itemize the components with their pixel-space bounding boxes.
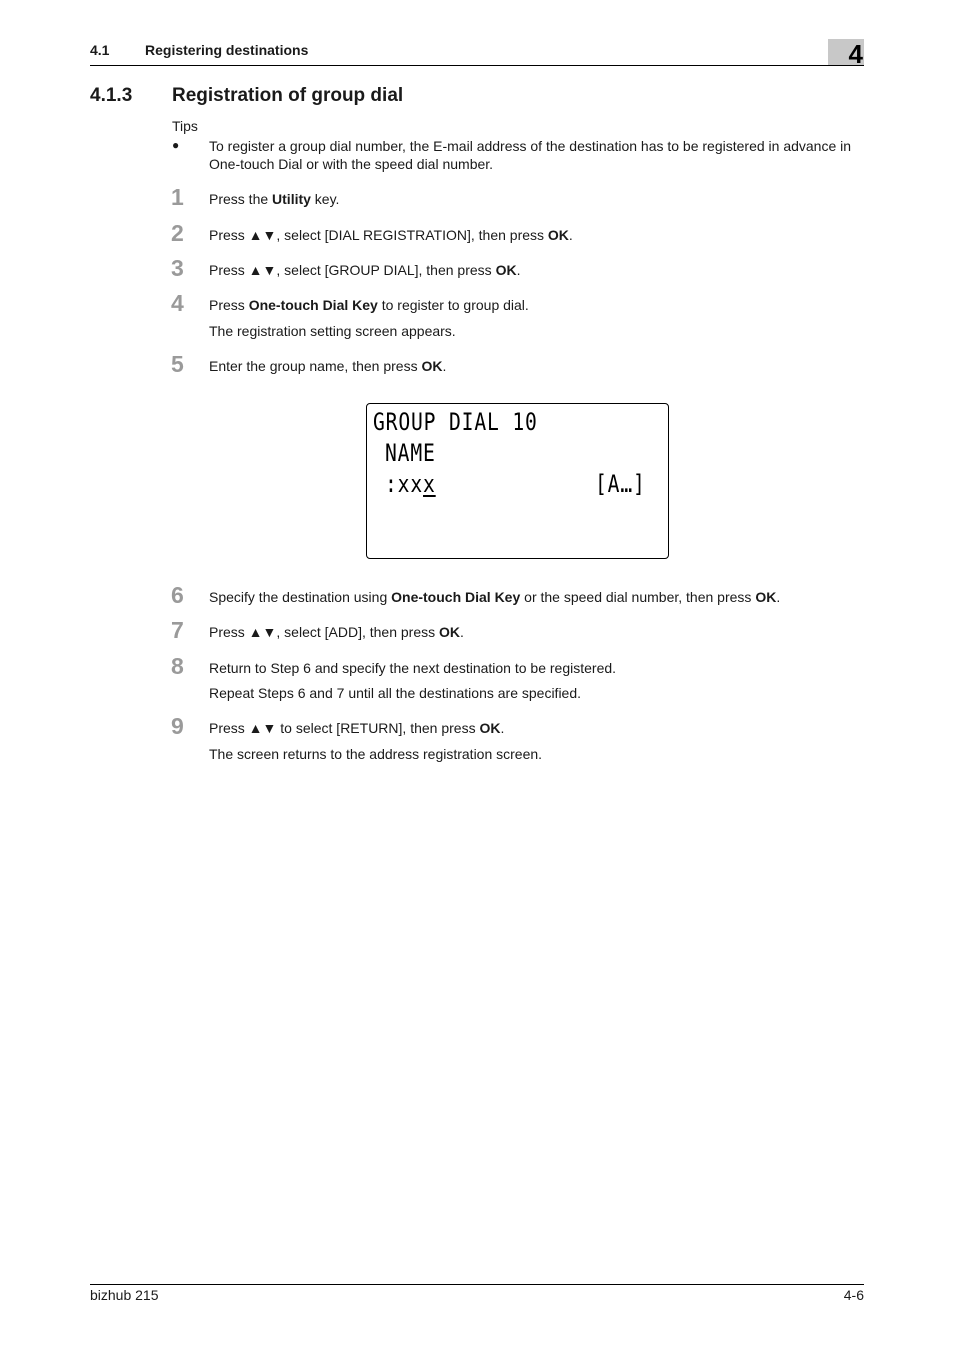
step-text: Return to Step 6 and specify the next destination to be registered. <box>209 660 617 676</box>
footer-page-number: 4-6 <box>843 1287 864 1303</box>
step-note: The registration setting screen appears. <box>209 323 456 339</box>
tip-text: To register a group dial number, the E-mail address of the destination has to be registered in advance in One-touch Dial or with the speed dial number. <box>209 138 852 172</box>
step-number: 7 <box>171 617 184 643</box>
step-text: Specify the destination using One-touch Dial Key or the speed dial number, then press OK. <box>209 589 781 605</box>
lcd-line-3: :xxx <box>385 470 436 498</box>
lcd-line-1: GROUP DIAL 10 <box>373 408 538 436</box>
step-text: Press ▲▼ to select [RETURN], then press OK. <box>209 720 505 736</box>
step-number: 5 <box>171 351 184 377</box>
step-text: Press the Utility key. <box>209 191 340 207</box>
step-text: Press One-touch Dial Key to register to group dial. <box>209 297 529 313</box>
step-number: 9 <box>171 713 184 739</box>
chapter-number: 4 <box>848 39 863 69</box>
step-number: 3 <box>171 255 184 281</box>
header-section-title: Registering destinations <box>145 42 309 58</box>
header-rule <box>90 65 864 66</box>
step-number: 2 <box>171 220 184 246</box>
step-number: 6 <box>171 582 184 608</box>
step-note: The screen returns to the address registration screen. <box>209 746 543 762</box>
lcd-cursor: x <box>423 470 436 498</box>
step-number: 1 <box>171 184 184 210</box>
footer-rule <box>90 1284 864 1285</box>
step-number: 4 <box>171 290 184 316</box>
step-number: 8 <box>171 653 184 679</box>
header-section-number: 4.1 <box>90 42 110 58</box>
step-note: Repeat Steps 6 and 7 until all the destinations are specified. <box>209 685 582 701</box>
step-text: Enter the group name, then press OK. <box>209 358 447 374</box>
step-text: Press ▲▼, select [ADD], then press OK. <box>209 624 464 640</box>
lcd-line-2: NAME <box>385 439 436 467</box>
tips-label: Tips <box>172 118 198 134</box>
tips-bullet: ● <box>172 138 180 152</box>
step-text: Press ▲▼, select [GROUP DIAL], then press OK. <box>209 262 521 278</box>
lcd-screen <box>366 403 669 559</box>
chapter-badge <box>828 39 864 69</box>
section-number: 4.1.3 <box>90 85 133 106</box>
lcd-input-mode: [A…] <box>595 470 646 498</box>
footer-product: bizhub 215 <box>90 1287 159 1303</box>
section-title: Registration of group dial <box>172 85 404 106</box>
step-text: Press ▲▼, select [DIAL REGISTRATION], then press OK. <box>209 227 573 243</box>
